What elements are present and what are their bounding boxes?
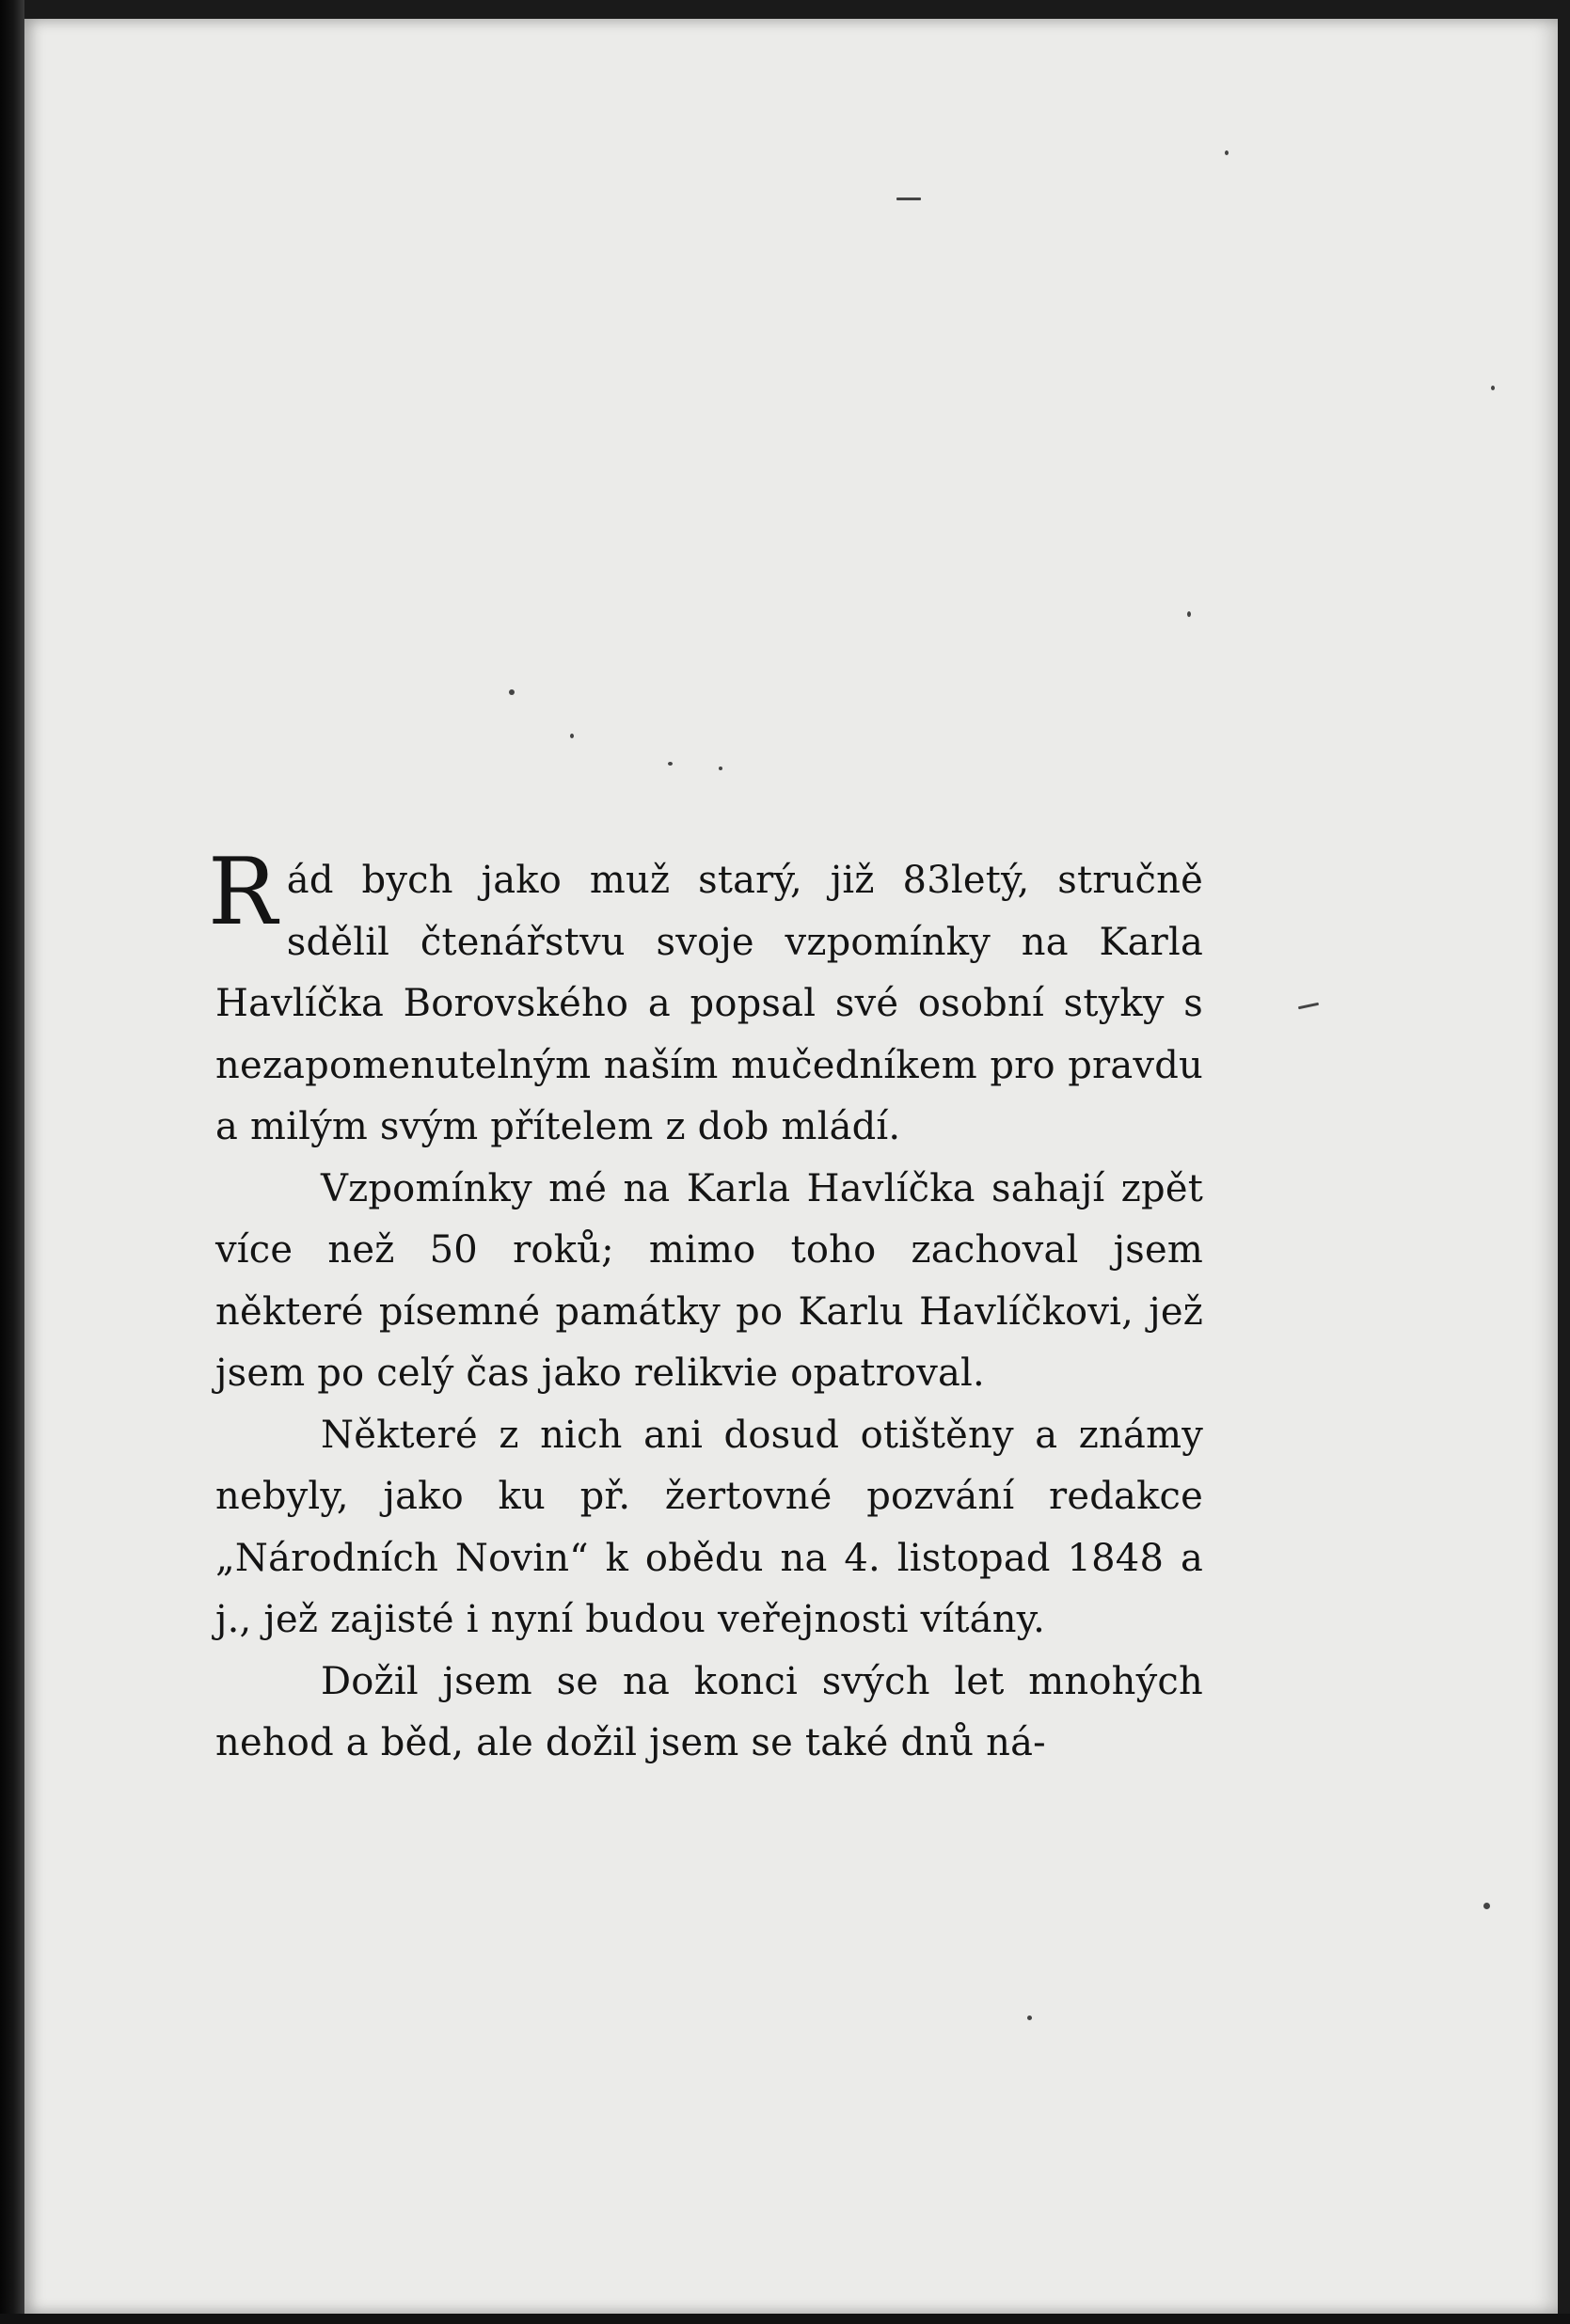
drop-cap-initial: R [208, 839, 278, 946]
paragraph-1 [208, 839, 1203, 1159]
scan-speck [570, 734, 574, 738]
scan-speck [1225, 150, 1229, 155]
page-text [208, 839, 1203, 1775]
scan-speck [1027, 2016, 1032, 2020]
scan-speck [668, 762, 673, 766]
scan-speck [1483, 1903, 1490, 1909]
scan-speck [896, 198, 921, 200]
paragraph-4: Dožil jsem se na konci svých let mnohých nehod a běd, ale dožil jsem se také dnů ná- [215, 1659, 1203, 1764]
scan-speck [719, 767, 722, 770]
book-binding-edge [0, 0, 24, 2324]
paragraph-1-text: ád bych jako muž starý, již 83letý, stručně sdělil čtenářstvu svoje vzpomínky na Karla Havlíčka Borovského a popsal své osobní styky s nezapomenutelným naším mučedníkem pro pravdu a milým svým přítelem z dob mládí. [215, 859, 1203, 1148]
scan-speck [509, 689, 515, 695]
page-bottom-edge [0, 2314, 1570, 2324]
paragraph-3: Některé z nich ani dosud otištěny a známy nebyly, jako ku př. žertovné pozvání redakce „Národních Novin“ k obědu na 4. listopad 1848 a j., jež zajisté i nyní budou veřejnosti vítány. [215, 1413, 1203, 1641]
scan-speck [1187, 611, 1191, 617]
paragraph-2: Vzpomínky mé na Karla Havlíčka sahají zpět více než 50 roků; mimo toho zachoval jsem některé písemné památky po Karlu Havlíčkovi, jež jsem po celý čas jako relikvie opatroval. [215, 1166, 1203, 1395]
scan-speck [1491, 386, 1495, 390]
